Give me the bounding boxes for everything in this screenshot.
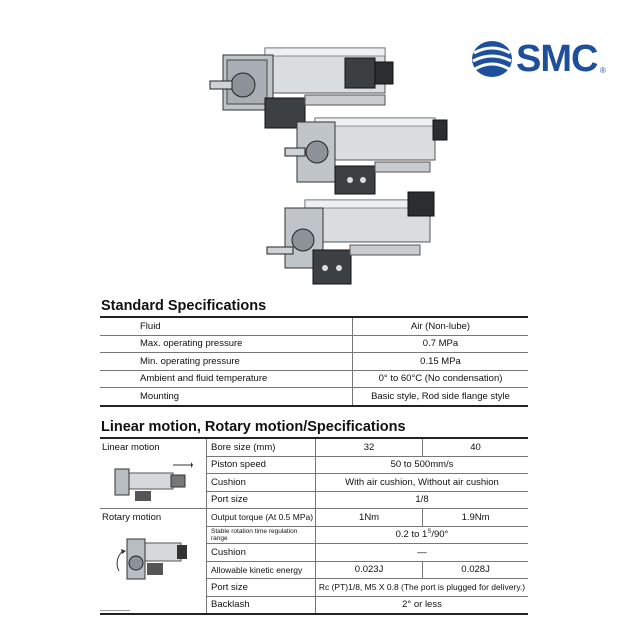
param-label: Backlash <box>207 596 316 614</box>
spec-label: Mounting <box>100 388 353 406</box>
param-label: Bore size (mm) <box>207 438 316 456</box>
smc-logo-mark-icon <box>470 39 514 79</box>
piston-speed-value: 50 to 500mm/s <box>316 456 529 474</box>
rotary-motion-cell <box>100 509 207 615</box>
table-row <box>100 353 528 371</box>
table-row <box>100 438 528 456</box>
linear-motion-label: Linear motion <box>102 442 160 453</box>
param-label: Allowable kinetic energy <box>207 561 316 579</box>
linear-motion-diagram <box>113 457 193 505</box>
spec-label: Ambient and fluid temperature <box>100 370 353 388</box>
spec-label: Fluid <box>100 317 353 335</box>
bore-40: 40 <box>423 438 528 456</box>
motion-specs-heading: Linear motion, Rotary motion/Specifications <box>101 419 406 435</box>
port-size-value: 1/8 <box>316 491 529 509</box>
table-row <box>100 335 528 353</box>
registered-mark: ® <box>600 66 606 75</box>
spec-value: 0° to 60°C (No condensation) <box>353 370 529 388</box>
param-label: Port size <box>207 491 316 509</box>
table-row <box>100 509 528 527</box>
spec-value: 0.15 MPa <box>353 353 529 371</box>
rotation-time-pre: 0.2 to 1 <box>395 529 428 541</box>
actuator-image-1 <box>210 48 393 128</box>
bore-32: 32 <box>316 438 423 456</box>
spec-value: Air (Non-lube) <box>353 317 529 335</box>
page-divider <box>100 610 130 613</box>
actuator-image-2 <box>285 118 447 194</box>
kinetic-40: 0.028J <box>423 561 528 579</box>
param-label: Port size <box>207 579 316 597</box>
param-label: Cushion <box>207 544 316 562</box>
param-label: Output torque (At 0.5 MPa) <box>207 509 316 527</box>
spec-label: Min. operating pressure <box>100 353 353 371</box>
smc-logo <box>470 38 620 80</box>
product-illustrations <box>205 40 465 290</box>
param-label: Piston speed <box>207 456 316 474</box>
spec-value: 0.7 MPa <box>353 335 529 353</box>
brand-name: SMC <box>516 38 598 80</box>
rotation-time-sup: S <box>427 529 432 536</box>
table-row <box>100 388 528 406</box>
linear-motion-cell <box>100 438 207 509</box>
rotation-time-post: /90° <box>431 529 449 541</box>
actuator-image-3 <box>267 192 434 284</box>
rotary-motion-diagram <box>113 527 193 593</box>
param-label: Stable rotation time regulation range <box>207 526 316 544</box>
motion-specs-table <box>100 437 528 615</box>
spec-value: Basic style, Rod side flange style <box>353 388 529 406</box>
standard-specs-heading: Standard Specifications <box>101 298 267 314</box>
rotation-time-value <box>316 526 529 544</box>
table-row <box>100 370 528 388</box>
cushion-value: With air cushion, Without air cushion <box>316 474 529 492</box>
torque-32: 1Nm <box>316 509 423 527</box>
port-rotary-value: Rc (PT)1/8, M5 X 0.8 (The port is plugged for delivery.) <box>316 579 529 597</box>
backlash-value: 2° or less <box>402 599 442 611</box>
spec-label: Max. operating pressure <box>100 335 353 353</box>
table-row <box>100 317 528 335</box>
param-label: Cushion <box>207 474 316 492</box>
standard-specs-table <box>100 316 528 407</box>
kinetic-32: 0.023J <box>316 561 423 579</box>
cushion-rotary-value: — <box>316 544 529 562</box>
rotary-motion-label: Rotary motion <box>102 512 162 523</box>
torque-40: 1.9Nm <box>423 509 528 527</box>
